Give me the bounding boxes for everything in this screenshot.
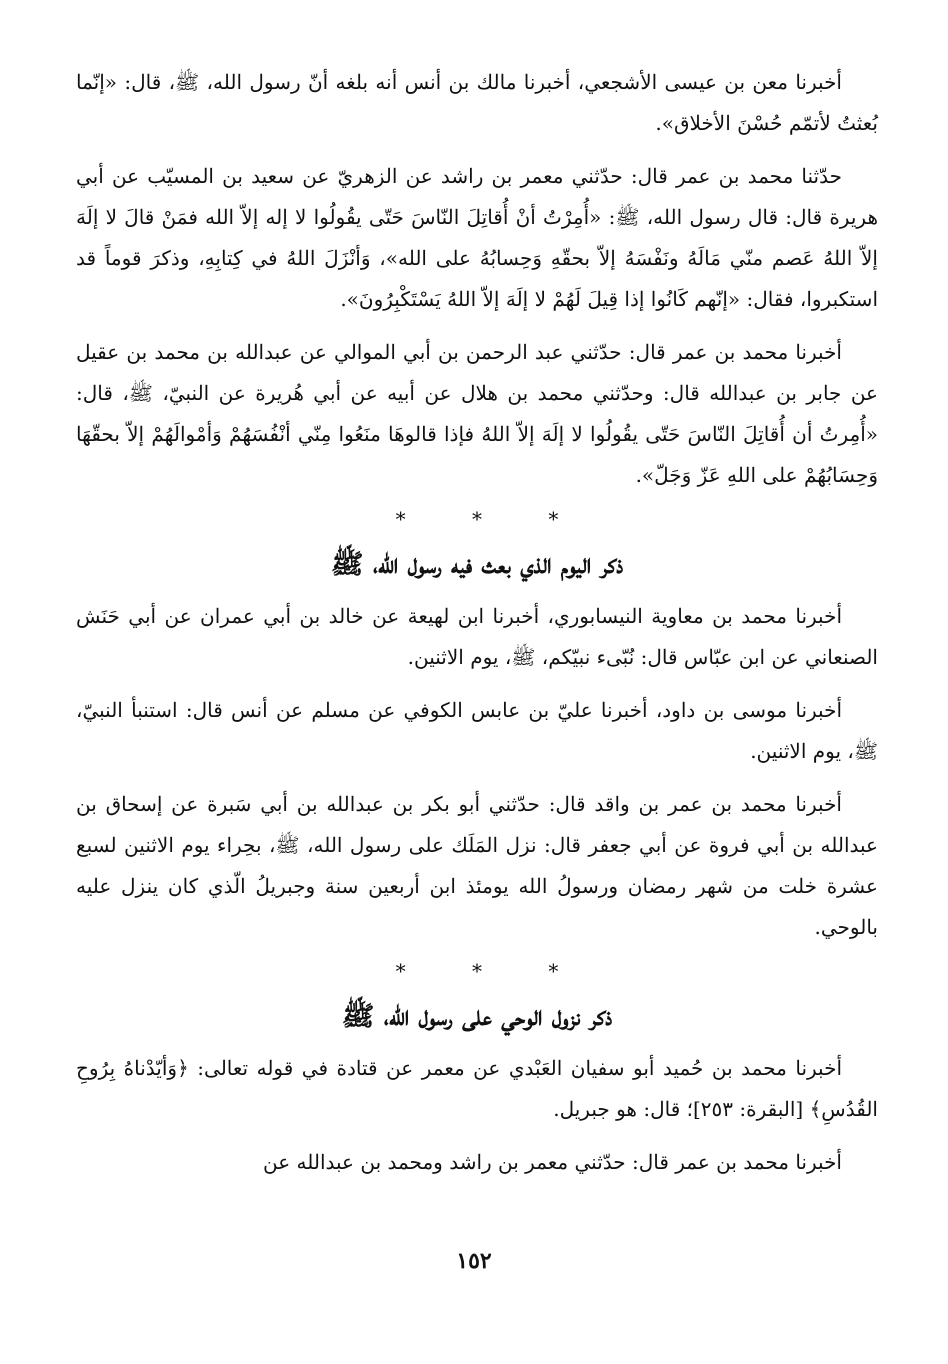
paragraph: أخبرنا محمد بن عمر قال: حدّثني معمر بن راشد ومحمد بن عبدالله عن <box>263 1150 842 1174</box>
paragraph: أخبرنا محمد بن معاوية النيسابوري، أخبرنا ابن لهيعة عن خالد بن أبي عمران عن أبي حَنَش الصنعاني عن ابن عبّاس قال: نُبّىء نبيّكم، ﷺ، يوم الاثنين. <box>76 604 878 669</box>
section-separator <box>76 960 878 982</box>
asterisk: * <box>548 507 559 531</box>
asterisk: * <box>395 959 406 983</box>
paragraph: أخبرنا محمد بن عمر قال: حدّثني عبد الرحمن بن أبي الموالي عن عبدالله بن محمد بن عقيل عن جابر بن عبدالله قال: وحدّثني محمد بن هلال عن أبيه عن أبي هُريرة عن النبيّ، ﷺ، قال: «أُمِرتُ أن أُقاتِلَ النّاسَ حَتّى يقُولُوا لا إلَهَ إلاّ اللهُ فإذا قالوهَا منَعُوا مِنّي أنْفُسَهُمْ وَأمْوالَهُمْ إلاّ بحقّهَا وَحِسَابُهُمْ على اللهِ عَزّ وَجَلّ». <box>76 340 878 487</box>
asterisk: * <box>472 959 482 983</box>
section-heading: ذكر اليوم الذي بعث فيه رسول الله، ﷺ <box>330 549 624 580</box>
asterisk: * <box>472 507 482 531</box>
page-number: ١٥٢ <box>456 1248 492 1274</box>
section-separator <box>76 508 878 530</box>
paragraph: أخبرنا محمد بن حُميد أبو سفيان العَبْدي عن معمر عن قتادة في قوله تعالى: ﴿وَأيّدْناهُ بِرُوحِ القُدُسِ﴾ [البقرة: ٢٥٣]؛ قال: هو جبريل. <box>76 1056 878 1121</box>
section-heading: ذكر نزول الوحي على رسول الله، ﷺ <box>341 1001 613 1032</box>
page-body <box>76 62 878 1195</box>
paragraph: حدّثنا محمد بن عمر قال: حدّثني معمر بن راشد عن الزهريّ عن سعيد بن المسيّب عن أبي هريرة قال: قال رسول الله، ﷺ: «أُمِرْتُ أنْ أُقاتِلَ النّاسَ حَتّى يقُولُوا لا إله إلاّ الله فمَنْ قالَ لا إلَهَ إلاّ اللهُ عَصم منّي مَالَهُ ونَفْسَهُ إلاّ بحقّهِ وَحِسابُهُ على الله»، وَأنْزَلَ اللهُ في كِتابِهِ، وذكرَ قوماً قد استكبروا، فقال: «إنّهم كَانُوا إذا قِيلَ لَهُمْ لا إلَهَ إلاّ اللهُ يَسْتَكْبِرُونَ». <box>76 164 878 311</box>
paragraph: أخبرنا معن بن عيسى الأشجعي، أخبرنا مالك بن أنس أنه بلغه أنّ رسول الله، ﷺ، قال: «إنّما بُعثتُ لأتمّم حُسْنَ الأخلاق». <box>76 70 878 135</box>
asterisk: * <box>395 507 406 531</box>
asterisk: * <box>548 959 559 983</box>
paragraph: أخبرنا موسى بن داود، أخبرنا عليّ بن عابس الكوفي عن مسلم عن أنس قال: استنبأ النبيّ، ﷺ، يوم الاثنين. <box>76 698 878 763</box>
paragraph: أخبرنا محمد بن عمر بن واقد قال: حدّثني أبو بكر بن عبدالله بن أبي سَبرة عن إسحاق بن عبدالله بن أبي فروة عن أبي جعفر قال: نزل المَلَك على رسول الله، ﷺ، بحِراء يوم الاثنين لسبع عشرة خلت من شهر رمضان ورسولُ الله يومئذ ابن أربعين سنة وجبريلُ الّذي كان ينزل عليه بالوحي. <box>76 792 878 939</box>
